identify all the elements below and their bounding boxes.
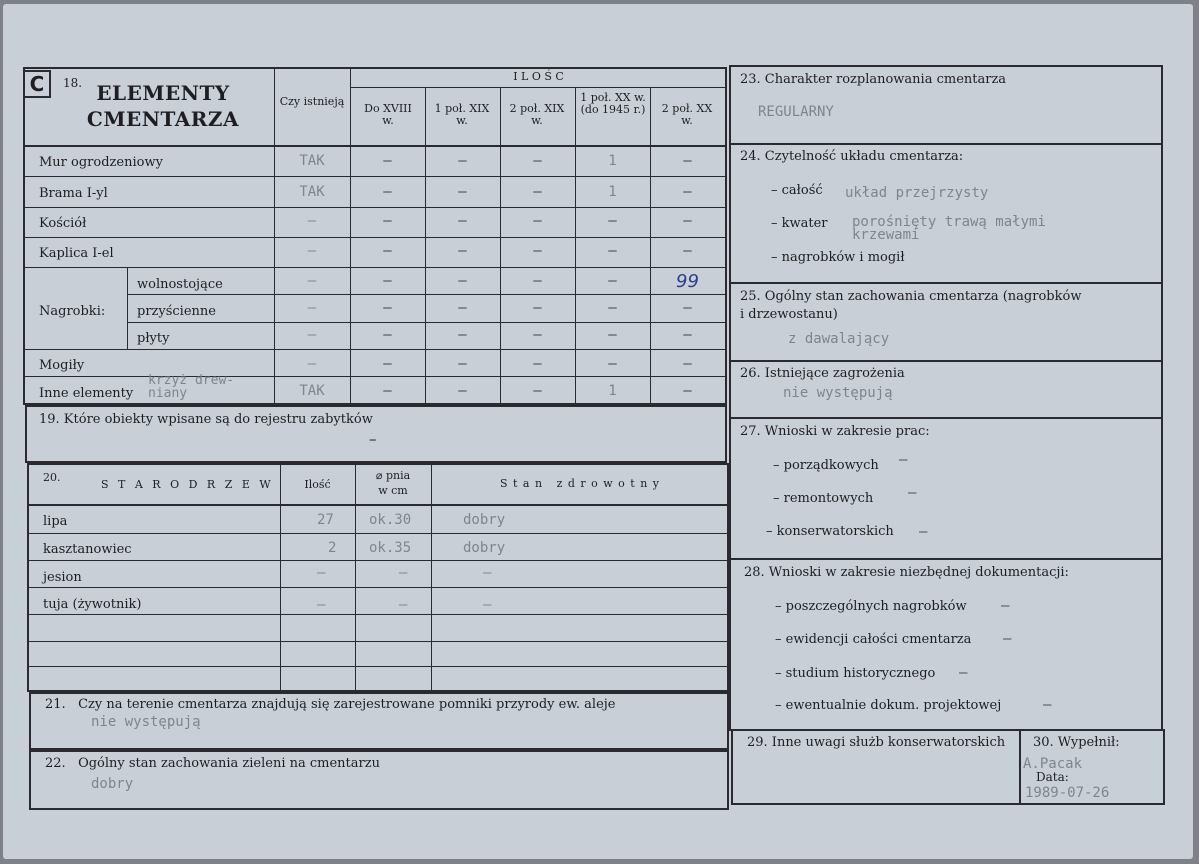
czy-istnieja-header: Czy istnieją [279,95,345,108]
q24-calosc-value: układ przejrzysty [845,185,989,201]
q28-dash-0: – [1001,598,1010,614]
row-czy-value: TAK [299,184,325,200]
row-period-value: – [458,383,467,399]
row-period-value: – [383,327,392,343]
q25-label-line2: i drzewostanu) [740,307,838,322]
q29-label: 29. Inne uwagi służb konserwatorskich [747,735,1006,750]
row-period-value: – [533,153,542,169]
q25-label-line1: 25. Ogólny stan zachowania cmentarza (nagrobków [740,289,1082,304]
row-label-plyty: płyty [137,331,170,346]
row-period-value: – [533,213,542,229]
trees-col-pien-line2: w cm [378,484,408,497]
row-period-value: – [458,213,467,229]
q23-value: REGULARNY [758,104,834,120]
row-period-value: – [683,153,692,169]
row-period-value: – [458,273,467,289]
tree-name-3: tuja (żywotnik) [43,597,142,612]
tree-ilosc-1: 2 [328,540,337,556]
tree-ilosc-3: – [317,597,326,613]
row-period-value: – [533,273,542,289]
q28-label: 28. Wnioski w zakresie niezbędnej dokumentacji: [744,565,1069,580]
tree-stan-0: dobry [463,512,506,528]
row-period-value: – [458,184,467,200]
q23-label: 23. Charakter rozplanowania cmentarza [740,72,1007,87]
row-czy-value: TAK [299,153,325,169]
row-period-value: – [383,383,392,399]
row-period-value: – [533,243,542,259]
tree-pien-1: ok.35 [369,540,412,556]
row-period-value: – [383,356,392,372]
row-period-value: – [608,213,617,229]
row-period-value: – [533,327,542,343]
row-period-value: – [383,184,392,200]
tree-pien-3: – [399,597,408,613]
row-czy-value: – [307,327,317,343]
row-period-value: – [383,300,392,316]
period-header-2: 2 poł. XIX w. [509,102,565,127]
row-period-value: – [683,300,692,316]
row-label-kosciol: Kościół [39,216,87,231]
row-period-value: 1 [608,153,617,169]
q21-label: 21. Czy na terenie cmentarza znajdują się zarejestrowane pomniki przyrody ew. aleje [45,697,616,712]
tree-pien-0: ok.30 [369,512,412,528]
tree-stan-1: dobry [463,540,506,556]
section-number-18: 18. [63,76,83,90]
q28-dash-2: – [959,665,968,681]
row-period-value: – [608,300,617,316]
tree-ilosc-2: – [317,565,326,581]
q19-value: – [369,430,377,448]
row-period-value: – [683,213,692,229]
trees-table-frame [27,463,729,692]
row-period-value: 1 [608,383,617,399]
q22-label: 22. Ogólny stan zachowania zieleni na cmentarzu [45,756,380,771]
q28-item-0: – poszczególnych nagrobków [775,599,967,614]
row-period-value: – [608,327,617,343]
row-czy-value: – [307,300,317,316]
q24-kwater-value-line1: porośnięty trawą małymi [852,214,1046,230]
q27-item-1: – remontowych [773,491,874,506]
row-period-value: – [608,273,617,289]
q27-item-2: – konserwatorskich [766,524,894,539]
row-period-value: – [683,327,692,343]
form-card [3,4,1193,859]
tree-pien-2: – [399,565,408,581]
q19-label: 19. Które obiekty wpisane są do rejestru zabytków [39,412,373,427]
q27-dash-2: – [919,524,928,540]
trees-col-stan: S t a n z d r o w o t n y [499,477,661,490]
q22-value: dobry [91,776,134,792]
row-period-value: – [683,356,692,372]
q24-nagrobkow-label: – nagrobków i mogił [771,250,905,265]
q30-name: A.Pacak [1023,756,1083,772]
q25-value: z dawalający [788,331,890,347]
row-period-value: – [683,383,692,399]
tree-stan-2: – [483,565,492,581]
elements-title-line1: ELEMENTY [96,81,230,105]
row-czy-value: – [307,273,317,289]
nagrobki-label: Nagrobki: [39,304,106,319]
q30-label: 30. Wypełnił: [1033,735,1120,750]
row-period-value: – [383,213,392,229]
row-period-value: – [683,184,692,200]
row-period-value: – [533,383,542,399]
row-period-value: – [383,153,392,169]
tree-name-1: kasztanowiec [43,542,132,557]
row-label-wolnostojace: wolnostojące [137,277,223,292]
q21-value: nie występują [91,714,201,730]
q27-item-0: – porządkowych [773,458,879,473]
row-label-brama: Brama I-yl [39,186,108,201]
period-header-4: 2 poł. XX w. [661,102,713,127]
row-period-value: 1 [608,184,617,200]
trees-col-pien-line1: ⌀ pnia [375,469,411,482]
row-period-value: – [458,327,467,343]
row-period-value: – [533,300,542,316]
q26-value: nie występują [783,385,893,401]
row-period-value: – [458,300,467,316]
q30-date-label: Data: [1036,770,1069,784]
row-period-value: – [608,243,617,259]
row-period-value: – [383,273,392,289]
row-period-value: – [683,243,692,259]
row-label-przyscienne: przyścienne [137,304,216,319]
q24-calosc-label: – całość [771,183,823,198]
inne-typed-line2: niany [148,386,188,401]
row-period-value: – [458,243,467,259]
tree-ilosc-0: 27 [317,512,334,528]
elements-title-line2: CMENTARZA [86,107,240,131]
tree-name-0: lipa [43,514,68,529]
row-czy-value: TAK [299,383,325,399]
section-number-20: 20. [43,471,61,484]
q28-item-2: – studium historycznego [775,666,936,681]
q28-dash-3: – [1043,697,1052,713]
q26-label: 26. Istniejące zagrożenia [740,366,905,381]
q28-dash-1: – [1003,631,1012,647]
row-label-mur: Mur ogrodzeniowy [39,155,163,170]
q27-label: 27. Wnioski w zakresie prac: [740,424,930,439]
row-czy-value: – [307,213,317,229]
row-label-kaplica: Kaplica I-el [39,246,114,261]
q24-kwater-label: – kwater [771,216,828,231]
trees-title: S T A R O D R Z E W [101,478,274,491]
row-period-value: 99 [676,271,699,292]
period-header-0: Do XVIII w. [364,102,412,127]
q24-kwater-value-line2: krzewami [852,227,920,243]
period-header-3: 1 poł. XX w. (do 1945 r.) [580,91,646,116]
tree-stan-3: – [483,597,492,613]
q28-item-3: – ewentualnie dokum. projektowej [775,698,1002,713]
trees-col-ilosc: Ilość [304,478,331,491]
row-label-inne: Inne elementy [39,386,134,401]
row-label-mogily: Mogiły [39,358,85,373]
row-period-value: – [608,356,617,372]
row-period-value: – [458,153,467,169]
row-czy-value: – [307,243,317,259]
ilosc-header: I L O Ś C [513,70,564,83]
tree-name-2: jesion [43,570,82,585]
row-period-value: – [383,243,392,259]
row-czy-value: – [307,356,317,372]
q30-date: 1989-07-26 [1025,785,1110,801]
q27-dash-1: – [908,485,917,501]
q27-dash-0: – [899,452,908,468]
row-period-value: – [533,184,542,200]
section-letter: C [29,72,45,96]
q24-label: 24. Czytelność układu cmentarza: [740,149,964,164]
row-period-value: – [533,356,542,372]
period-header-1: 1 poł. XIX w. [434,102,490,127]
inne-typed-line1: krzyż drew- [148,373,235,388]
row-period-value: – [458,356,467,372]
q28-item-1: – ewidencji całości cmentarza [775,632,972,647]
